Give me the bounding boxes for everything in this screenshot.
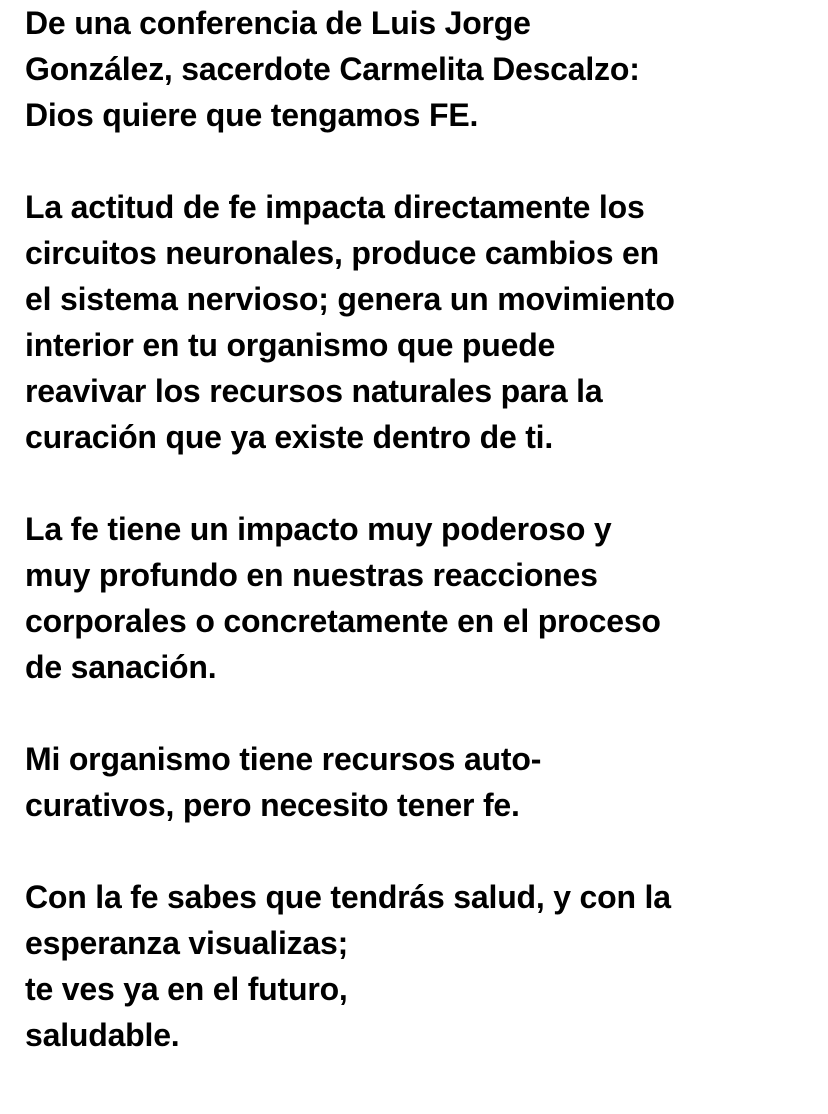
text-line: el sistema nervioso; genera un movimiento [25, 281, 675, 317]
text-line: La fe tiene un impacto muy poderoso y [25, 511, 612, 547]
text-line: curación que ya existe dentro de ti. [25, 419, 554, 455]
text-line: La actitud de fe impacta directamente los [25, 189, 645, 225]
text-line: Mi organismo tiene recursos auto- [25, 741, 542, 777]
text-line: saludable. [25, 1017, 180, 1053]
paragraph-faith-neural [25, 184, 825, 460]
text-line: corporales o concretamente en el proceso [25, 603, 661, 639]
paragraph-hope [25, 874, 825, 1058]
text-line: de sanación. [25, 649, 217, 685]
text-line: De una conferencia de Luis Jorge [25, 5, 531, 41]
text-line: muy profundo en nuestras reacciones [25, 557, 598, 593]
paragraph-self-healing [25, 736, 825, 828]
text-line: interior en tu organismo que puede [25, 327, 556, 363]
text-line: circuitos neuronales, produce cambios en [25, 235, 659, 271]
text-line: González, sacerdote Carmelita Descalzo: [25, 51, 640, 87]
note-body [25, 0, 825, 1058]
text-line: Dios quiere que tengamos FE. [25, 97, 479, 133]
paragraph-intro [25, 0, 825, 138]
text-line: reavivar los recursos naturales para la [25, 373, 603, 409]
text-line: Con la fe sabes que tendrás salud, y con la [25, 879, 671, 915]
paragraph-faith-impact [25, 506, 825, 690]
text-line: te ves ya en el futuro, [25, 971, 348, 1007]
text-line: esperanza visualizas; [25, 925, 349, 961]
text-line: curativos, pero necesito tener fe. [25, 787, 520, 823]
